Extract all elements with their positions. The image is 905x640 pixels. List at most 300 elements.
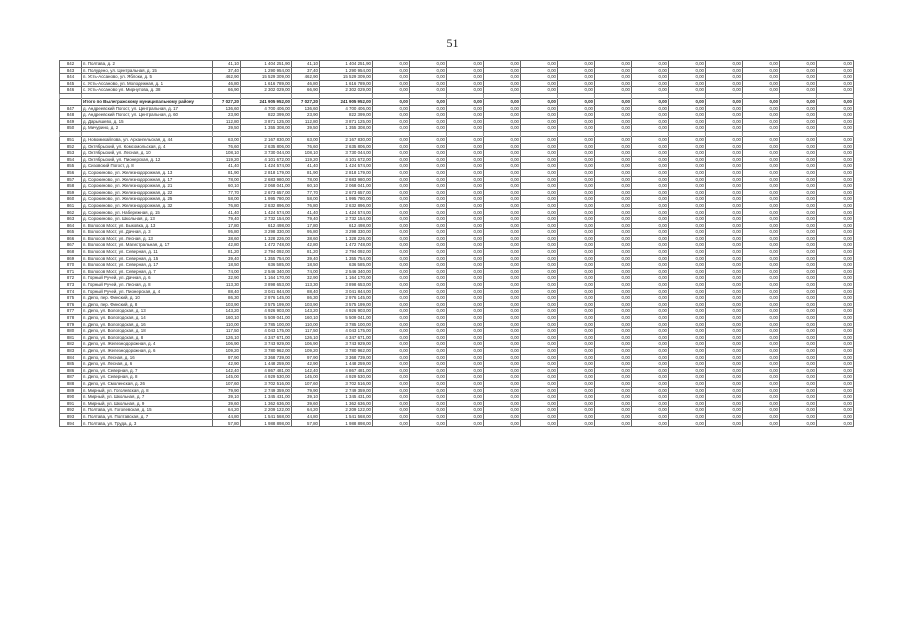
zero-value-cell: 0,00 — [373, 308, 410, 315]
cost-cell: 2 673 657,00 — [241, 189, 292, 196]
cost-total-cell: 4 700 406,00 — [320, 105, 373, 112]
zero-value-cell: 0,00 — [595, 196, 632, 203]
cost-total-cell: 1 362 636,00 — [320, 400, 373, 407]
zero-value-cell: 0,00 — [484, 222, 521, 229]
zero-value-cell: 0,00 — [780, 367, 817, 374]
zero-value-cell: 0,00 — [447, 242, 484, 249]
area-total-cell: 77,70 — [292, 189, 320, 196]
cost-total-cell: 2 794 092,00 — [320, 249, 373, 256]
zero-value-cell: 0,00 — [669, 295, 706, 302]
zero-value-cell: 0,00 — [706, 387, 743, 394]
row-number-cell — [60, 98, 82, 105]
zero-value-cell: 0,00 — [373, 136, 410, 143]
cost-cell: 241 905 952,00 — [241, 98, 292, 105]
zero-value-cell: 0,00 — [558, 169, 595, 176]
cost-cell: 4 700 406,00 — [241, 105, 292, 112]
zero-value-cell: 0,00 — [780, 420, 817, 427]
zero-value-cell: 0,00 — [484, 216, 521, 223]
zero-value-cell: 0,00 — [780, 334, 817, 341]
zero-value-cell: 0,00 — [743, 229, 780, 236]
zero-value-cell: 0,00 — [669, 282, 706, 289]
zero-value-cell: 0,00 — [743, 380, 780, 387]
area-total-cell: 17,80 — [292, 222, 320, 229]
address-cell: д. Сорокиново, ул. Железнодорожная, д. 21 — [82, 183, 213, 190]
zero-value-cell: 0,00 — [373, 98, 410, 105]
zero-value-cell: 0,00 — [743, 87, 780, 94]
table-row — [60, 74, 854, 81]
zero-value-cell: 0,00 — [743, 275, 780, 282]
area-total-cell: 39,60 — [292, 400, 320, 407]
zero-value-cell: 0,00 — [780, 222, 817, 229]
zero-value-cell: 0,00 — [373, 118, 410, 125]
cost-total-cell: 4 926 903,00 — [320, 308, 373, 315]
table-row — [60, 229, 854, 236]
address-cell: Итого по Вылегражскому муниципальному району — [82, 98, 213, 105]
address-cell: д. Новомихайлова, ул. Архангельская, д. 44 — [82, 136, 213, 143]
zero-value-cell: 0,00 — [447, 361, 484, 368]
zero-value-cell: 0,00 — [780, 105, 817, 112]
zero-value-cell: 0,00 — [669, 169, 706, 176]
zero-value-cell: 0,00 — [817, 420, 854, 427]
zero-value-cell: 0,00 — [706, 420, 743, 427]
zero-value-cell: 0,00 — [669, 301, 706, 308]
cost-cell: 2 976 145,00 — [241, 295, 292, 302]
cost-cell: 3 041 844,00 — [241, 288, 292, 295]
zero-value-cell: 0,00 — [521, 400, 558, 407]
area-cell: 136,60 — [213, 105, 241, 112]
zero-value-cell: 0,00 — [373, 413, 410, 420]
zero-value-cell: 0,00 — [410, 183, 447, 190]
zero-value-cell: 0,00 — [484, 156, 521, 163]
zero-value-cell: 0,00 — [410, 361, 447, 368]
area-cell: 39,10 — [213, 394, 241, 401]
row-number-cell: 892 — [60, 407, 82, 414]
zero-value-cell: 0,00 — [373, 67, 410, 74]
zero-value-cell: 0,00 — [706, 242, 743, 249]
zero-value-cell: 0,00 — [558, 249, 595, 256]
area-total-cell: 126,10 — [292, 334, 320, 341]
zero-value-cell: 0,00 — [373, 314, 410, 321]
zero-value-cell: 0,00 — [558, 156, 595, 163]
cost-cell: 1 541 568,00 — [241, 413, 292, 420]
zero-value-cell: 0,00 — [558, 87, 595, 94]
zero-value-cell: 0,00 — [669, 235, 706, 242]
zero-value-cell: 0,00 — [484, 354, 521, 361]
zero-value-cell: 0,00 — [558, 229, 595, 236]
zero-value-cell: 0,00 — [558, 380, 595, 387]
zero-value-cell: 0,00 — [521, 216, 558, 223]
zero-value-cell: 0,00 — [706, 407, 743, 414]
zero-value-cell: 0,00 — [373, 176, 410, 183]
zero-value-cell: 0,00 — [632, 314, 669, 321]
zero-value-cell: 0,00 — [484, 112, 521, 119]
area-total-cell: 79,40 — [292, 216, 320, 223]
zero-value-cell: 0,00 — [743, 125, 780, 132]
address-cell: д. Октябрьский, ул. Пионерская, д. 12 — [82, 156, 213, 163]
address-cell: п. Депо, ул. Железнодорожная, д. 6 — [82, 347, 213, 354]
cost-total-cell: 4 043 175,00 — [320, 328, 373, 335]
zero-value-cell: 0,00 — [521, 328, 558, 335]
zero-value-cell: 0,00 — [373, 275, 410, 282]
zero-value-cell: 0,00 — [484, 400, 521, 407]
cost-total-cell: 3 780 962,00 — [320, 347, 373, 354]
area-total-cell: 44,80 — [292, 413, 320, 420]
zero-value-cell: 0,00 — [373, 183, 410, 190]
zero-value-cell: 0,00 — [669, 380, 706, 387]
zero-value-cell: 0,00 — [632, 183, 669, 190]
zero-value-cell: 0,00 — [373, 196, 410, 203]
row-number-cell: 881 — [60, 334, 82, 341]
address-cell: д. Сорокиново, ул. Железнодорожная, д. 32 — [82, 202, 213, 209]
zero-value-cell: 0,00 — [595, 235, 632, 242]
address-cell: п. Волосов Мост, ул. Быковка, д. 13 — [82, 222, 213, 229]
address-cell: п. Мирный, ул. Школьная, д. 7 — [82, 394, 213, 401]
cost-total-cell: 15 529 309,00 — [320, 74, 373, 81]
area-cell: 7 027,20 — [213, 98, 241, 105]
zero-value-cell: 0,00 — [521, 176, 558, 183]
zero-value-cell: 0,00 — [447, 374, 484, 381]
zero-value-cell: 0,00 — [447, 288, 484, 295]
zero-value-cell: 0,00 — [373, 229, 410, 236]
zero-value-cell: 0,00 — [521, 61, 558, 68]
zero-value-cell: 0,00 — [817, 367, 854, 374]
zero-value-cell: 0,00 — [706, 380, 743, 387]
zero-value-cell: 0,00 — [447, 413, 484, 420]
zero-value-cell: 0,00 — [595, 87, 632, 94]
zero-value-cell: 0,00 — [595, 347, 632, 354]
cost-cell: 2 749 359,00 — [241, 387, 292, 394]
table-row — [60, 87, 854, 94]
area-cell: 145,00 — [213, 374, 241, 381]
zero-value-cell: 0,00 — [743, 341, 780, 348]
zero-value-cell: 0,00 — [817, 275, 854, 282]
zero-value-cell: 0,00 — [669, 400, 706, 407]
zero-value-cell: 0,00 — [743, 420, 780, 427]
address-cell: п. Горный Ручей, ул. Дачная, д. 6 — [82, 275, 213, 282]
zero-value-cell: 0,00 — [632, 282, 669, 289]
zero-value-cell: 0,00 — [632, 229, 669, 236]
zero-value-cell: 0,00 — [558, 262, 595, 269]
zero-value-cell: 0,00 — [410, 189, 447, 196]
address-cell: п. Волосов Мост, ул. Магистральная, д. 17 — [82, 242, 213, 249]
cost-total-cell: 4 867 481,00 — [320, 367, 373, 374]
zero-value-cell: 0,00 — [521, 150, 558, 157]
zero-value-cell: 0,00 — [780, 361, 817, 368]
cost-total-cell: 1 404 251,90 — [320, 61, 373, 68]
address-cell: п. Депо, пер. Финский, д. 8 — [82, 301, 213, 308]
zero-value-cell: 0,00 — [410, 80, 447, 87]
zero-value-cell: 0,00 — [447, 255, 484, 262]
table-row — [60, 275, 854, 282]
zero-value-cell: 0,00 — [558, 407, 595, 414]
zero-value-cell: 0,00 — [447, 112, 484, 119]
area-cell: 42,90 — [213, 361, 241, 368]
zero-value-cell: 0,00 — [669, 189, 706, 196]
zero-value-cell: 0,00 — [780, 242, 817, 249]
zero-value-cell: 0,00 — [669, 242, 706, 249]
zero-value-cell: 0,00 — [743, 163, 780, 170]
cost-cell: 3 871 125,00 — [241, 118, 292, 125]
zero-value-cell: 0,00 — [669, 105, 706, 112]
cost-total-cell: 2 635 806,00 — [320, 143, 373, 150]
row-number-cell: 866 — [60, 235, 82, 242]
zero-value-cell: 0,00 — [706, 374, 743, 381]
table-row — [60, 80, 854, 87]
area-total-cell: 143,20 — [292, 308, 320, 315]
zero-value-cell: 0,00 — [410, 268, 447, 275]
zero-value-cell: 0,00 — [817, 374, 854, 381]
zero-value-cell: 0,00 — [595, 176, 632, 183]
address-cell: п. Полтава, д. 2 — [82, 61, 213, 68]
zero-value-cell: 0,00 — [669, 308, 706, 315]
zero-value-cell: 0,00 — [410, 374, 447, 381]
cost-cell: 1 404 251,90 — [241, 61, 292, 68]
address-cell: п. Полтава, ул. Гоголевская, д. 15 — [82, 407, 213, 414]
zero-value-cell: 0,00 — [632, 275, 669, 282]
zero-value-cell: 0,00 — [669, 321, 706, 328]
cost-total-cell: 1 448 259,00 — [320, 361, 373, 368]
zero-value-cell: 0,00 — [558, 295, 595, 302]
row-number-cell: 877 — [60, 308, 82, 315]
zero-value-cell: 0,00 — [780, 80, 817, 87]
zero-value-cell: 0,00 — [595, 407, 632, 414]
cost-cell: 2 209 122,00 — [241, 407, 292, 414]
zero-value-cell: 0,00 — [706, 196, 743, 203]
zero-value-cell: 0,00 — [632, 288, 669, 295]
area-total-cell: 107,60 — [292, 380, 320, 387]
zero-value-cell: 0,00 — [817, 295, 854, 302]
zero-value-cell: 0,00 — [558, 67, 595, 74]
zero-value-cell: 0,00 — [817, 380, 854, 387]
cost-total-cell: 822 399,00 — [320, 112, 373, 119]
zero-value-cell: 0,00 — [484, 196, 521, 203]
zero-value-cell: 0,00 — [447, 150, 484, 157]
zero-value-cell: 0,00 — [706, 394, 743, 401]
row-number-cell: 883 — [60, 347, 82, 354]
zero-value-cell: 0,00 — [706, 216, 743, 223]
zero-value-cell: 0,00 — [669, 216, 706, 223]
address-cell: п. Волосов Мост, ул. Лесная, д. 13 — [82, 235, 213, 242]
zero-value-cell: 0,00 — [669, 361, 706, 368]
zero-value-cell: 0,00 — [669, 262, 706, 269]
zero-value-cell: 0,00 — [817, 407, 854, 414]
zero-value-cell: 0,00 — [447, 87, 484, 94]
zero-value-cell: 0,00 — [669, 413, 706, 420]
zero-value-cell: 0,00 — [743, 222, 780, 229]
zero-value-cell: 0,00 — [484, 143, 521, 150]
area-total-cell: 39,50 — [292, 125, 320, 132]
zero-value-cell: 0,00 — [780, 407, 817, 414]
cost-cell: 2 546 340,00 — [241, 268, 292, 275]
row-number-cell: 893 — [60, 413, 82, 420]
address-cell: п. Депо, ул. Северная, д. 8 — [82, 374, 213, 381]
row-number-cell: 890 — [60, 394, 82, 401]
row-number-cell: 869 — [60, 255, 82, 262]
zero-value-cell: 0,00 — [558, 150, 595, 157]
zero-value-cell: 0,00 — [558, 163, 595, 170]
table-row — [60, 249, 854, 256]
zero-value-cell: 0,00 — [632, 301, 669, 308]
zero-value-cell: 0,00 — [669, 367, 706, 374]
area-total-cell: 79,90 — [292, 387, 320, 394]
zero-value-cell: 0,00 — [669, 354, 706, 361]
row-number-cell: 876 — [60, 301, 82, 308]
zero-value-cell: 0,00 — [521, 407, 558, 414]
zero-value-cell: 0,00 — [484, 150, 521, 157]
zero-value-cell: 0,00 — [817, 125, 854, 132]
cost-cell: 2 818 179,00 — [241, 169, 292, 176]
zero-value-cell: 0,00 — [780, 413, 817, 420]
zero-value-cell: 0,00 — [632, 163, 669, 170]
zero-value-cell: 0,00 — [521, 87, 558, 94]
zero-value-cell: 0,00 — [484, 420, 521, 427]
zero-value-cell: 0,00 — [780, 275, 817, 282]
zero-value-cell: 0,00 — [521, 118, 558, 125]
cost-cell: 822 399,00 — [241, 112, 292, 119]
area-total-cell: 160,10 — [292, 314, 320, 321]
zero-value-cell: 0,00 — [373, 61, 410, 68]
zero-value-cell: 0,00 — [780, 380, 817, 387]
zero-value-cell: 0,00 — [595, 80, 632, 87]
area-total-cell: 57,80 — [292, 420, 320, 427]
cost-cell: 2 068 041,00 — [241, 183, 292, 190]
zero-value-cell: 0,00 — [410, 196, 447, 203]
cost-total-cell: 2 302 029,00 — [320, 87, 373, 94]
zero-value-cell: 0,00 — [373, 407, 410, 414]
zero-value-cell: 0,00 — [632, 374, 669, 381]
zero-value-cell: 0,00 — [780, 328, 817, 335]
zero-value-cell: 0,00 — [669, 61, 706, 68]
address-cell: п. Депо, ул. Северная, д. 7 — [82, 367, 213, 374]
zero-value-cell: 0,00 — [558, 387, 595, 394]
zero-value-cell: 0,00 — [410, 229, 447, 236]
zero-value-cell: 0,00 — [706, 136, 743, 143]
area-cell: 74,00 — [213, 268, 241, 275]
zero-value-cell: 0,00 — [558, 314, 595, 321]
zero-value-cell: 0,00 — [373, 334, 410, 341]
zero-value-cell: 0,00 — [595, 374, 632, 381]
zero-value-cell: 0,00 — [669, 341, 706, 348]
zero-value-cell: 0,00 — [410, 420, 447, 427]
zero-value-cell: 0,00 — [595, 354, 632, 361]
row-number-cell: 888 — [60, 380, 82, 387]
address-cell: п. Полтава, ул. Труда, д. 3 — [82, 420, 213, 427]
zero-value-cell: 0,00 — [743, 112, 780, 119]
zero-value-cell: 0,00 — [558, 282, 595, 289]
zero-value-cell: 0,00 — [780, 216, 817, 223]
table-row — [60, 163, 854, 170]
area-total-cell: 145,00 — [292, 374, 320, 381]
area-cell: 39,40 — [213, 255, 241, 262]
zero-value-cell: 0,00 — [743, 328, 780, 335]
zero-value-cell: 0,00 — [410, 282, 447, 289]
zero-value-cell: 0,00 — [410, 321, 447, 328]
zero-value-cell: 0,00 — [632, 387, 669, 394]
zero-value-cell: 0,00 — [632, 394, 669, 401]
cost-cell: 1 355 308,00 — [241, 125, 292, 132]
zero-value-cell: 0,00 — [373, 249, 410, 256]
zero-value-cell: 0,00 — [447, 268, 484, 275]
zero-value-cell: 0,00 — [410, 112, 447, 119]
zero-value-cell: 0,00 — [817, 328, 854, 335]
row-number-cell: 861 — [60, 202, 82, 209]
cost-cell: 3 702 516,00 — [241, 380, 292, 387]
zero-value-cell: 0,00 — [484, 80, 521, 87]
zero-value-cell: 0,00 — [521, 367, 558, 374]
zero-value-cell: 0,00 — [410, 347, 447, 354]
zero-value-cell: 0,00 — [521, 242, 558, 249]
table-row — [60, 367, 854, 374]
zero-value-cell: 0,00 — [743, 334, 780, 341]
zero-value-cell: 0,00 — [632, 367, 669, 374]
address-cell: п. Депо, ул. Лесная, д. 6 — [82, 361, 213, 368]
area-total-cell: 58,00 — [292, 196, 320, 203]
area-cell: 117,50 — [213, 328, 241, 335]
zero-value-cell: 0,00 — [817, 209, 854, 216]
zero-value-cell: 0,00 — [632, 112, 669, 119]
cost-total-cell: 3 041 844,00 — [320, 288, 373, 295]
zero-value-cell: 0,00 — [410, 380, 447, 387]
zero-value-cell: 0,00 — [373, 216, 410, 223]
cost-cell: 3 785 100,00 — [241, 321, 292, 328]
area-total-cell: 117,50 — [292, 328, 320, 335]
zero-value-cell: 0,00 — [669, 394, 706, 401]
row-number-cell: 887 — [60, 374, 82, 381]
zero-value-cell: 0,00 — [521, 334, 558, 341]
area-cell: 41,40 — [213, 209, 241, 216]
zero-value-cell: 0,00 — [447, 394, 484, 401]
zero-value-cell: 0,00 — [373, 341, 410, 348]
cost-total-cell: 3 871 125,00 — [320, 118, 373, 125]
cost-total-cell: 4 101 672,00 — [320, 156, 373, 163]
cost-cell: 2 732 154,00 — [241, 216, 292, 223]
zero-value-cell: 0,00 — [558, 275, 595, 282]
zero-value-cell: 0,00 — [669, 150, 706, 157]
zero-value-cell: 0,00 — [632, 176, 669, 183]
table-row — [60, 242, 854, 249]
zero-value-cell: 0,00 — [558, 183, 595, 190]
zero-value-cell: 0,00 — [632, 196, 669, 203]
cost-total-cell: 636 585,00 — [320, 262, 373, 269]
zero-value-cell: 0,00 — [484, 367, 521, 374]
area-cell: 126,10 — [213, 334, 241, 341]
cost-cell: 2 794 092,00 — [241, 249, 292, 256]
zero-value-cell: 0,00 — [780, 354, 817, 361]
zero-value-cell: 0,00 — [447, 209, 484, 216]
row-number-cell: 874 — [60, 288, 82, 295]
zero-value-cell: 0,00 — [558, 288, 595, 295]
zero-value-cell: 0,00 — [484, 321, 521, 328]
cost-cell: 4 347 671,00 — [241, 334, 292, 341]
zero-value-cell: 0,00 — [706, 163, 743, 170]
cost-cell: 3 898 653,00 — [241, 282, 292, 289]
zero-value-cell: 0,00 — [817, 156, 854, 163]
area-cell: 103,90 — [213, 301, 241, 308]
zero-value-cell: 0,00 — [706, 61, 743, 68]
zero-value-cell: 0,00 — [817, 163, 854, 170]
cost-cell: 3 298 330,00 — [241, 229, 292, 236]
zero-value-cell: 0,00 — [410, 105, 447, 112]
zero-value-cell: 0,00 — [632, 202, 669, 209]
zero-value-cell: 0,00 — [558, 202, 595, 209]
zero-value-cell: 0,00 — [817, 242, 854, 249]
zero-value-cell: 0,00 — [410, 334, 447, 341]
table-row — [60, 196, 854, 203]
zero-value-cell: 0,00 — [410, 209, 447, 216]
area-cell: 37,40 — [213, 67, 241, 74]
zero-value-cell: 0,00 — [521, 143, 558, 150]
zero-value-cell: 0,00 — [447, 301, 484, 308]
